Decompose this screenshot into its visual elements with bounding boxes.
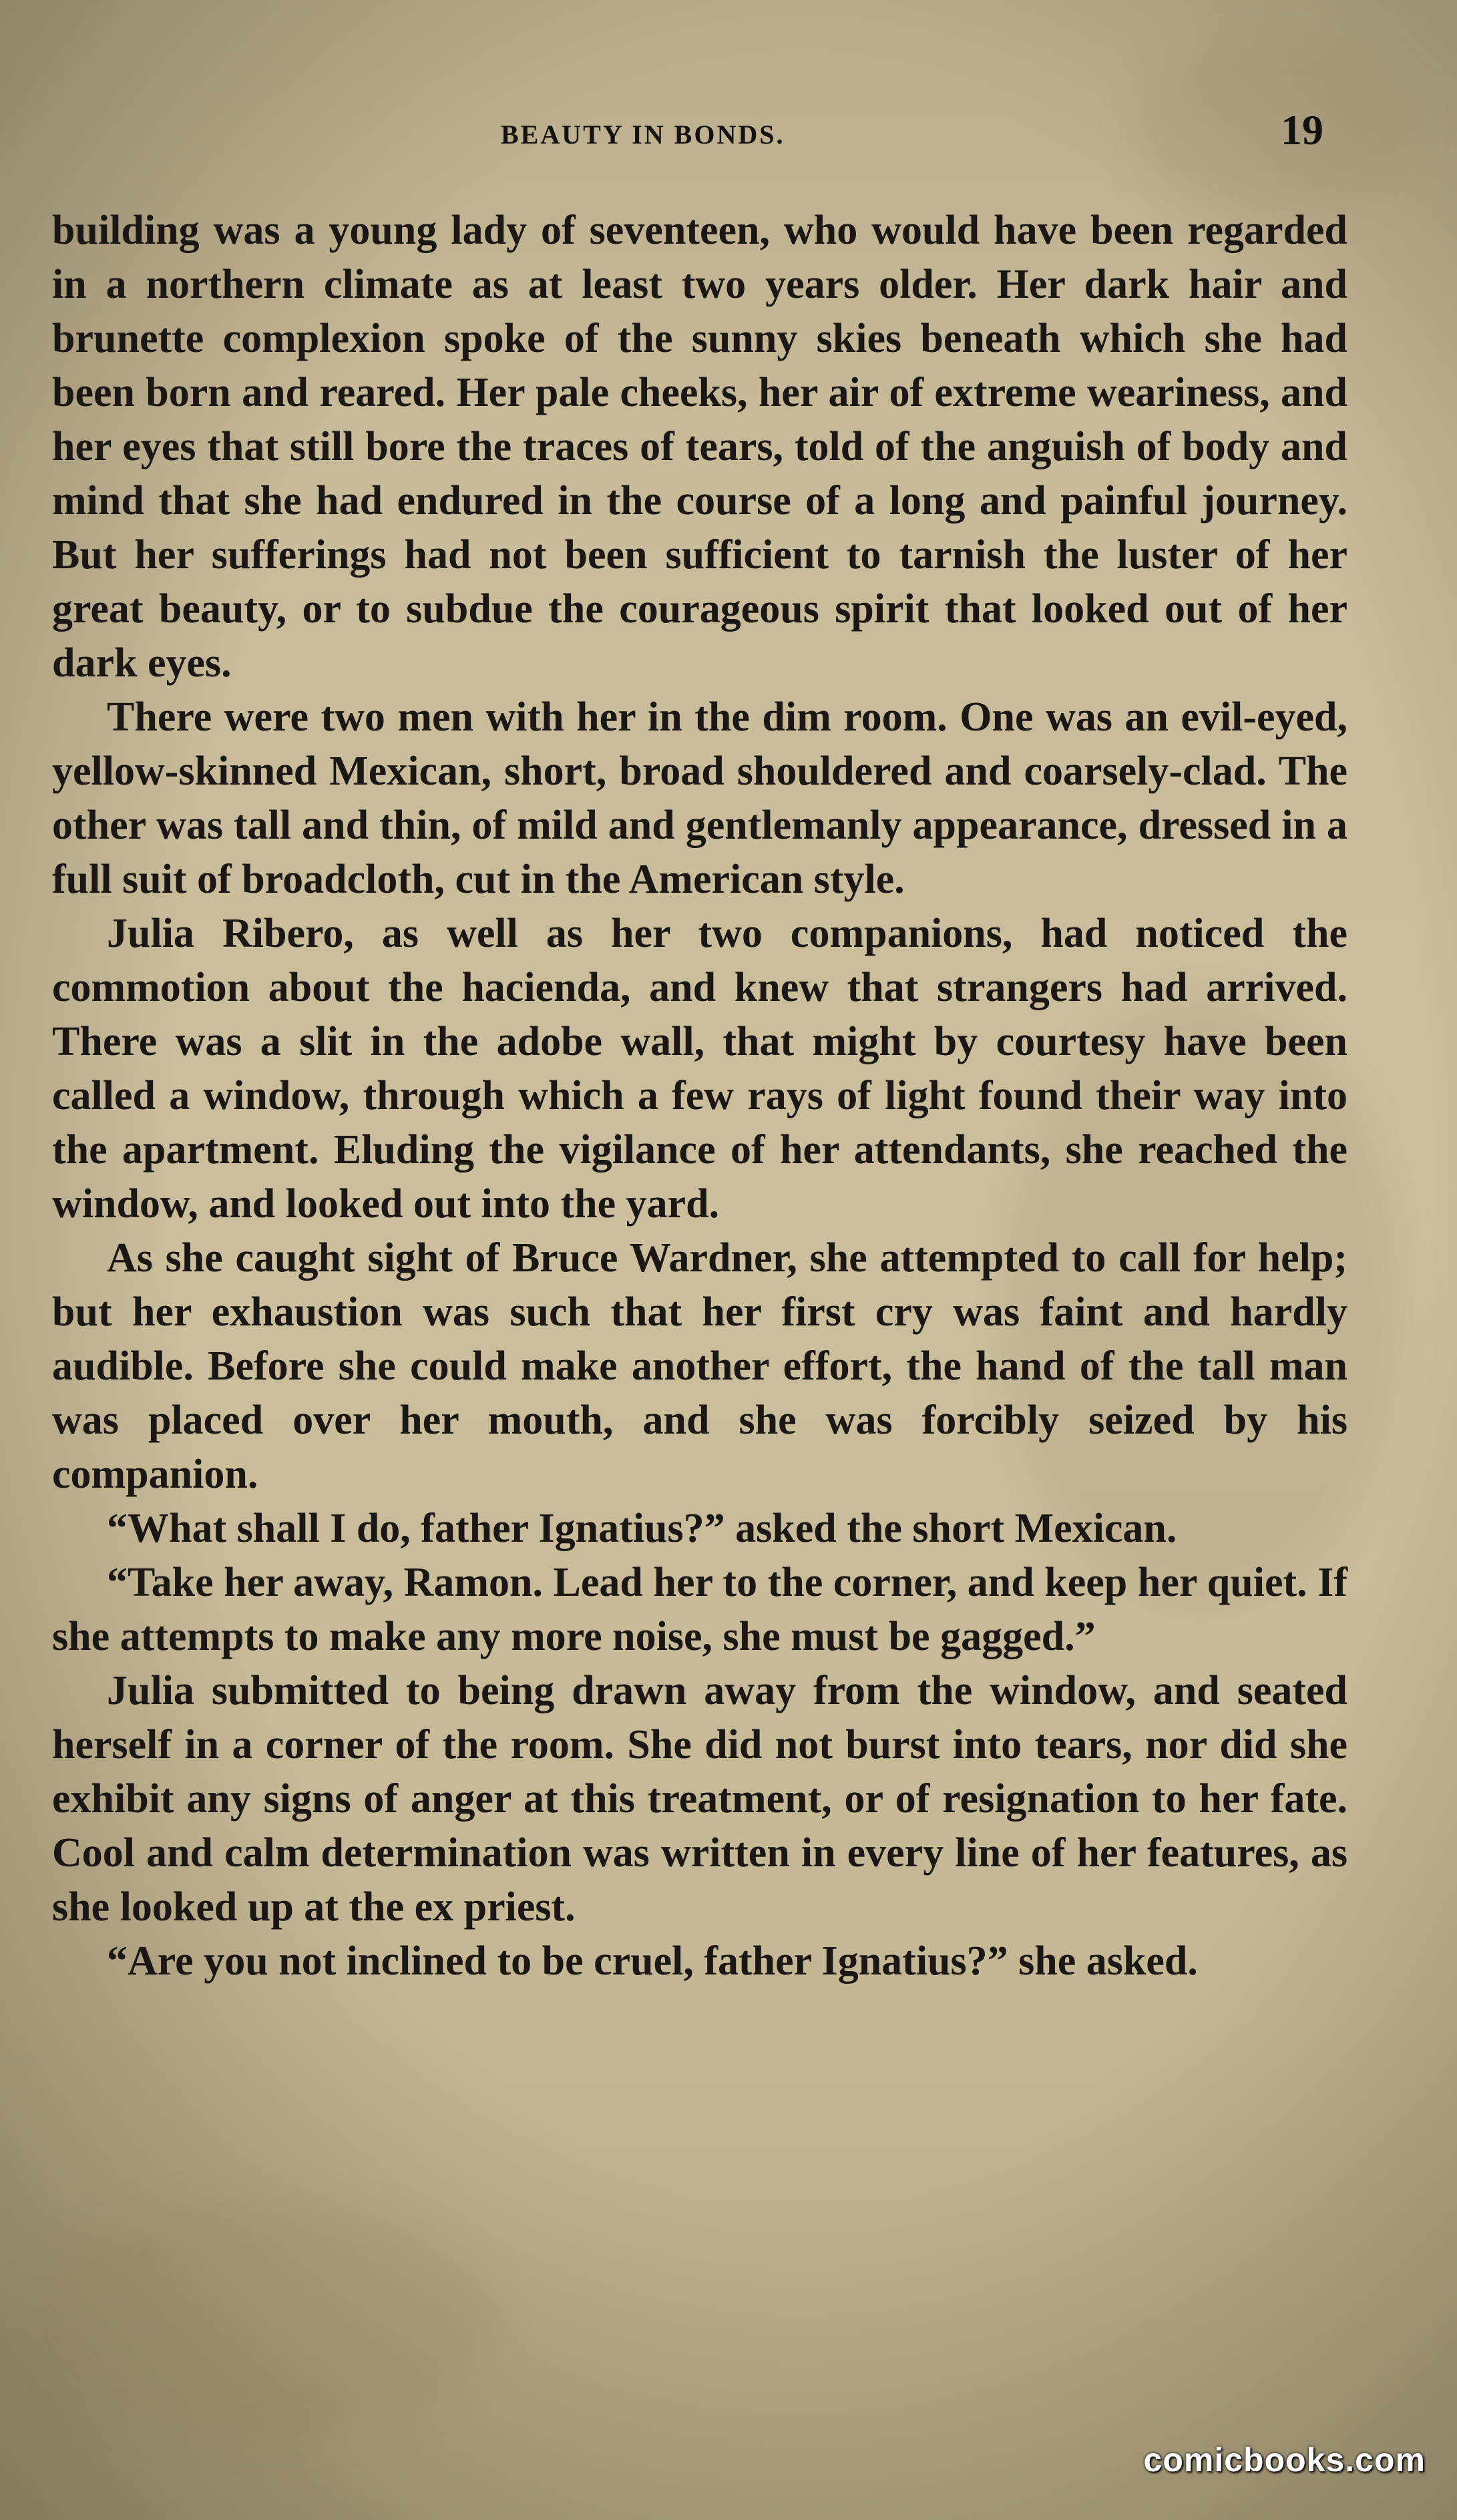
- paragraph: “What shall I do, father Ignatius?” asked the short Mexican.: [107, 1506, 1177, 1551]
- paper-stain: [27, 2203, 494, 2437]
- paragraph: As she caught sight of Bruce Wardner, she attempted to call for help; but her exhaustion was such that her first cry was faint and hardly audible. Before she could make another effort, the hand of the tall man was placed over her mouth, and she was forcibly seized by his companion.: [52, 1235, 1347, 1497]
- paragraph: Julia submitted to being drawn away from the window, and seated herself in a corner of the room. She did not burst into tears, nor did she exhibit any signs of anger at this treatment, or of resignation to her fate. Cool and calm determination was written in every line of her features, as she looked up at the ex priest.: [52, 1668, 1347, 1930]
- paragraph: building was a young lady of seventeen, who would have been regarded in a northern climate as at least two years older. Her dark hair and brunette complexion spoke of the sunny skies beneath which she had been born and reared. Her pale cheeks, her air of extreme weariness, and her eyes that still bore the traces of tears, told of the anguish of body and mind that she had endured in the course of a long and painful journey. But her sufferings had not been sufficient to tarnish the luster of her great beauty, or to subdue the courageous spirit that looked out of her dark eyes.: [52, 208, 1347, 686]
- watermark: comicbooks.com: [1143, 2441, 1426, 2479]
- running-head: BEAUTY IN BONDS.: [501, 120, 785, 150]
- paragraph: “Are you not inclined to be cruel, father Ignatius?” she asked.: [107, 1938, 1198, 1984]
- paragraph: “Take her away, Ramon. Lead her to the corner, and keep her quiet. If she attempts to make any more noise, she must be gagged.”: [52, 1560, 1347, 1659]
- page-header: [0, 100, 1457, 160]
- body-text: [52, 204, 1347, 1988]
- paragraph: There were two men with her in the dim room. One was an evil-eyed, yellow-skinned Mexican, short, broad shouldered and coarsely-clad. The other was tall and thin, of mild and gentlemanly appearance, dressed in a full suit of broadcloth, cut in the American style.: [52, 694, 1347, 902]
- paragraph: Julia Ribero, as well as her two companions, had noticed the commotion about the hacienda, and knew that strangers had arrived. There was a slit in the adobe wall, that might by courtesy have been called a window, through which a few rays of light found their way into the apartment. Eluding the vigilance of her attendants, she reached the window, and looked out into the yard.: [52, 911, 1347, 1227]
- page-number: 19: [1281, 106, 1323, 154]
